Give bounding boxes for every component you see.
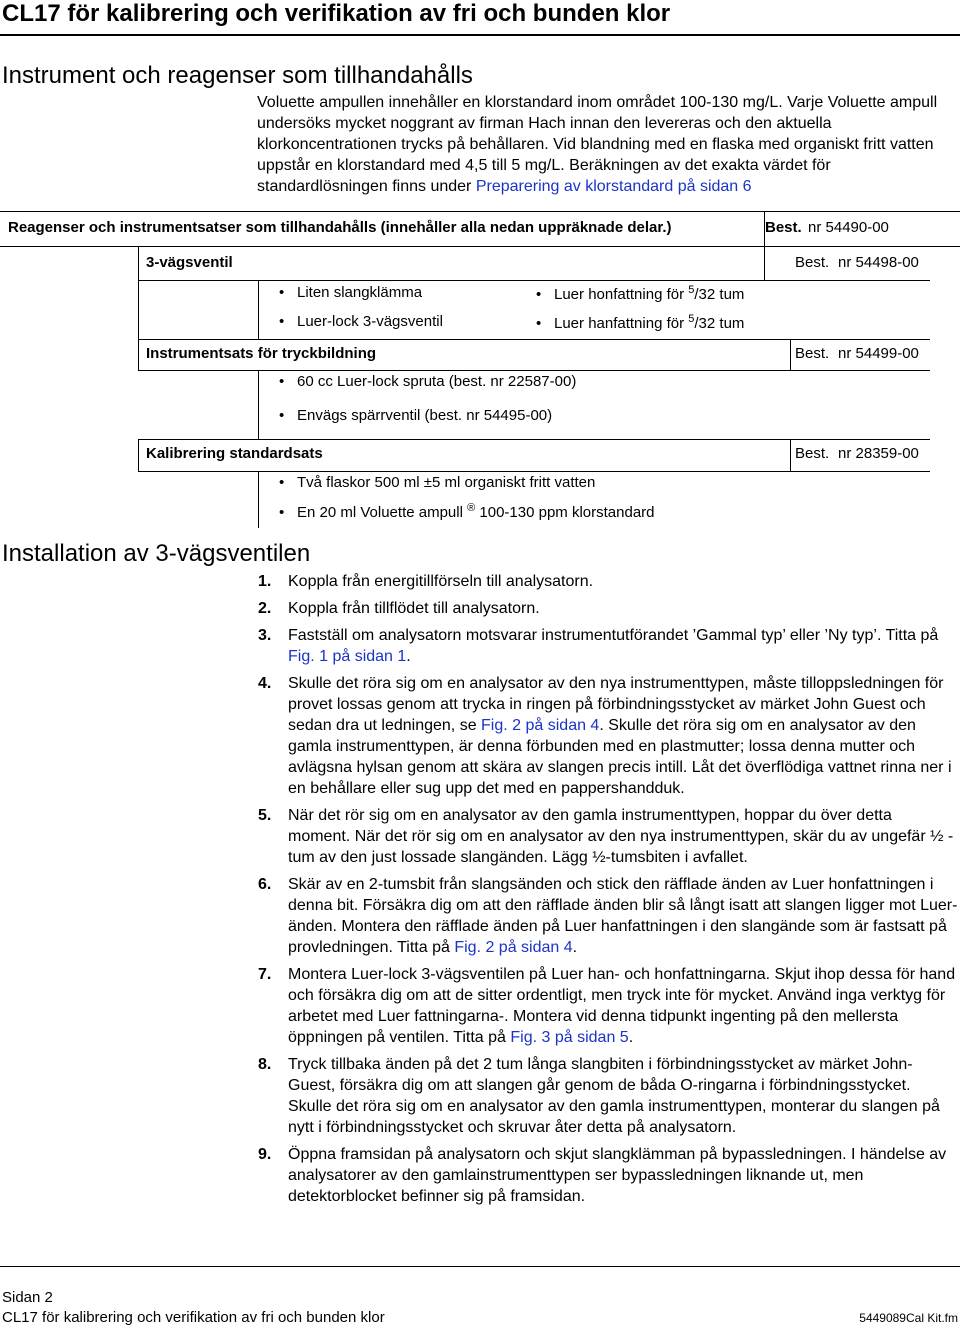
row-pressure-best: Best. <box>795 345 830 362</box>
table-nr-border <box>764 246 765 280</box>
step-text: Skulle det röra sig om en analysator av den nya instrumenttypen, måste tilloppsledningen för provet lossas genom att trycka in ringen på förbindningsstycket av märket John Guest och sedan dra ut ledningen, se <box>288 675 944 734</box>
row-pressure-nr: nr 54499-00 <box>838 345 919 362</box>
intro-link-preparation[interactable]: Preparering av klorstandard på sidan 6 <box>475 178 752 195</box>
step-text: Fastställ om analysatorn motsvarar instrumentutförandet ’Gammal typ’ eller ’Ny typ’. Titta på <box>288 627 939 644</box>
list-item <box>258 598 958 619</box>
page-header-title: CL17 för kalibrering och verifikation av fri och bunden klor <box>2 0 671 27</box>
list-item: • Envägs spärrventil (best. nr 54495-00) <box>279 407 553 424</box>
table-border-left <box>138 246 139 370</box>
table-divider <box>138 370 930 371</box>
footer-rule <box>0 1266 960 1267</box>
list-item <box>258 571 958 592</box>
step-number: 8. <box>258 1056 272 1073</box>
intro-text: Voluette ampullen innehåller en klorstandard inom området 100-130 mg/L. Varje Voluette ampull undersöks mycket noggrant av firman Hach innan den levereras och den aktuella klorkoncentrationen trycks på behållaren. Vid blandning med en flaska med organiskt fritt vatten uppstår en klorstandard med 4,5 till 5 mg/L. Beräkningen av det exakta värdet för standardlösningen finns under <box>257 94 938 195</box>
table-divider <box>138 471 930 472</box>
list-item: • En 20 ml Voluette ampull ® 100-130 ppm klorstandard <box>279 502 655 521</box>
step-number: 4. <box>258 675 272 692</box>
table-nr-border <box>764 211 765 246</box>
step-text: . <box>628 1029 634 1046</box>
step-text: Skär av en 2-tumsbit från slangsänden och stick den räfflade änden av Luer honfattningen i denna bit. Försäkra dig om att den räfflade änden blir så långt isatt att slangen ligger mot Luer-änden. Montera den räfflade änden på Luer hanfattningen i den slangände som är fastsatt på provledningen. Titta på <box>288 876 958 956</box>
list-item: • Två flaskor 500 ml ±5 ml organiskt fritt vatten <box>279 474 596 491</box>
installation-steps <box>258 571 958 1213</box>
table-divider <box>138 280 930 281</box>
table-inner-border <box>258 471 259 528</box>
step-text: Tryck tillbaka änden på det 2 tum långa slangbiten i förbindningsstycket av märket John-Guest, försäkra dig om att slangen går genom de båda O-ringarna i förbindningsstycket. Skulle det röra sig om en analysator av den gamla instrumenttypen, monterar du slangen på nytt i förbindningsstycket och skruvar åter detta på analysatorn. <box>288 1056 940 1136</box>
list-item <box>258 805 958 868</box>
step-text: Koppla från tillflödet till analysatorn. <box>288 600 540 617</box>
list-item <box>258 625 958 667</box>
step-number: 1. <box>258 573 272 590</box>
step-text: Öppna framsidan på analysatorn och skjut slangklämman på bypassledningen. I händelse av analysatorer av den gamlainstrumenttypen ser bypassledningen liknande ut, men detektorblocket befinner sig på framsidan. <box>288 1146 947 1205</box>
table-border-left-2 <box>138 439 139 471</box>
list-item <box>258 874 958 958</box>
figure-link[interactable]: Fig. 1 på sidan 1 <box>288 648 407 665</box>
section-title-installation: Installation av 3-vägsventilen <box>2 540 311 567</box>
header-rule <box>0 34 960 36</box>
table-main-row <box>0 211 960 247</box>
step-text: Montera Luer-lock 3-vägsventilen på Luer han- och honfattningarna. Skjut ihop dessa för hand och försäkra dig om att de sitter ordentligt, men tryck inte för mycket. Använd inga verktyg för arbetet med Luer fattningarna-. Montera vid denna tidpunkt ingenting på den mellersta öppningen på ventilen. Titta på <box>288 966 956 1046</box>
footer-filename: 5449089Cal Kit.fm <box>859 1311 958 1325</box>
step-number: 7. <box>258 966 272 983</box>
table-row-calibration-kit <box>138 439 930 471</box>
list-item <box>258 673 958 799</box>
list-item: • 60 cc Luer-lock spruta (best. nr 22587-00) <box>279 373 577 390</box>
row-calibration-best: Best. <box>795 445 830 462</box>
footer-title: CL17 för kalibrering och verifikation av fri och bunden klor <box>2 1309 385 1326</box>
table-inner-border <box>258 370 259 439</box>
table-row-valve <box>138 246 930 280</box>
step-number: 3. <box>258 627 272 644</box>
figure-link[interactable]: Fig. 2 på sidan 4 <box>481 717 600 734</box>
list-item: • Luer honfattning för $^5$/32 tum <box>536 284 745 303</box>
list-item <box>258 1144 958 1207</box>
step-number: 6. <box>258 876 272 893</box>
list-item <box>258 964 958 1048</box>
step-text: . Skulle det röra sig om en analysator av den gamla instrumenttypen, är denna förbunden med en plastmutter; lossa denna mutter och avlägsna hylsan genom att skära av slangen precis intill. Låt det överflödiga vattnet rinna ner i en behållare eller sug upp det med en pappershandduk. <box>288 717 952 797</box>
section-title-instruments: Instrument och reagenser som tillhandahålls <box>2 62 473 89</box>
table-row-pressure-kit <box>138 339 930 370</box>
intro-paragraph <box>257 92 957 197</box>
list-item: • Luer-lock 3-vägsventil <box>279 313 443 330</box>
row-calibration-nr: nr 28359-00 <box>838 445 919 462</box>
list-item <box>258 1054 958 1138</box>
row-calibration-label: Kalibrering standardsats <box>146 445 323 462</box>
step-text: Koppla från energitillförseln till analysatorn. <box>288 573 594 590</box>
footer-page-number: Sidan 2 <box>2 1289 53 1306</box>
step-number: 2. <box>258 600 272 617</box>
table-nr-border <box>790 339 791 370</box>
step-text: När det rör sig om en analysator av den gamla instrumenttypen, hoppar du över detta moment. När det rör sig om en analysator av den nya instrumenttypen, skär du av ungefär ½ -tum av den just lossade slangänden. Lägg ½-tumsbiten i avfallet. <box>288 807 954 866</box>
list-item: • Luer hanfattning för $^5$/32 tum <box>536 313 745 332</box>
step-text: . <box>572 939 578 956</box>
row-valve-label: 3-vägsventil <box>146 254 233 271</box>
row-pressure-label: Instrumentsats för tryckbildning <box>146 345 377 362</box>
figure-link[interactable]: Fig. 3 på sidan 5 <box>510 1029 629 1046</box>
step-text: . <box>406 648 411 665</box>
figure-link[interactable]: Fig. 2 på sidan 4 <box>454 939 573 956</box>
step-number: 5. <box>258 807 272 824</box>
step-number: 9. <box>258 1146 272 1163</box>
row-valve-best: Best. <box>795 254 830 271</box>
table-main-nr: nr 54490-00 <box>808 219 889 236</box>
row-valve-nr: nr 54498-00 <box>838 254 919 271</box>
table-main-label: Reagenser och instrumentsatser som tillhandahålls (innehåller alla nedan uppräknade delar.) <box>8 219 672 236</box>
list-item: • Liten slangklämma <box>279 284 423 301</box>
table-inner-border <box>258 280 259 339</box>
table-main-best: Best. <box>765 219 802 236</box>
table-nr-border <box>790 439 791 471</box>
